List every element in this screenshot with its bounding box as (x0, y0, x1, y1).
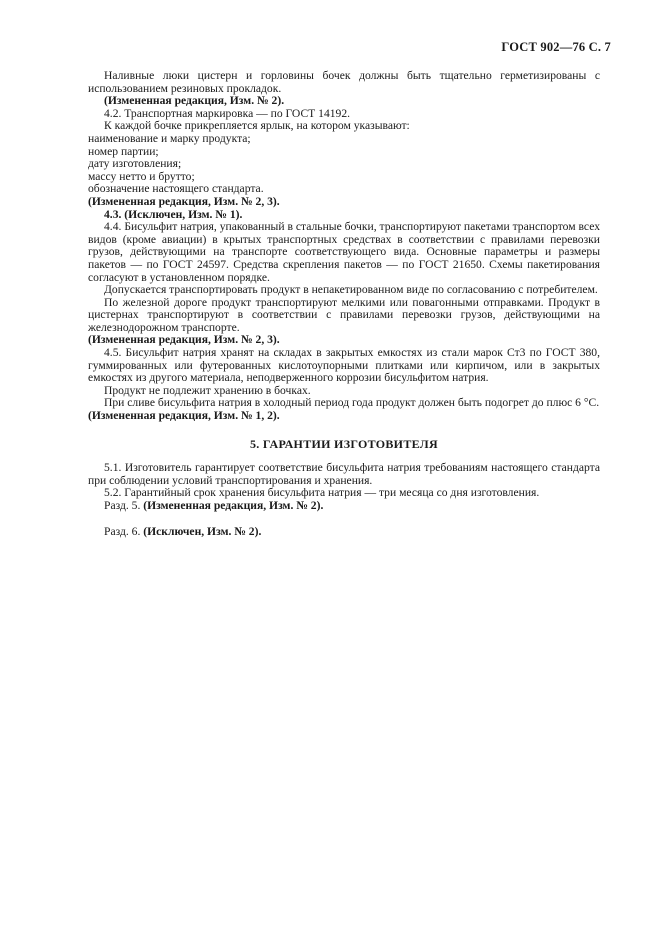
paragraph: 5.2. Гарантийный срок хранения бисульфита натрия — три месяца со дня изготовления. (104, 486, 540, 500)
clause-excluded: 4.3. (Исключен, Изм. № 1). (104, 207, 243, 221)
amendment-note: (Измененная редакция, Изм. № 1, 2). (88, 409, 280, 423)
amendment-line (88, 500, 600, 513)
list-item: наименование и марку продукта; (88, 131, 251, 145)
list-item: массу нетто и брутто; (88, 169, 195, 183)
document-body (88, 70, 600, 538)
paragraph: К каждой бочке прикрепляется ярлык, на котором указывают: (104, 119, 410, 133)
section-title: 5. ГАРАНТИИ ИЗГОТОВИТЕЛЯ (250, 436, 438, 451)
paragraph: Продукт не подлежит хранению в бочках. (104, 383, 311, 397)
list-item: номер партии; (88, 144, 159, 158)
paragraph: 4.4. Бисульфит натрия, упакованный в стальные бочки, транспортируют пакетами транспортом всех видов (кроме авиации) в крытых транспортных средствах в соответствии с правилами перевозки грузов, действующими на транспорте соответствующего вида. Основные параметры и размеры пакетов — по ГОСТ 24597. Средства скрепления пакетов — по ГОСТ 21650. Схемы пакетирования согласуют в установленном порядке. (88, 220, 600, 284)
amendment-note: (Измененная редакция, Изм. № 2, 3). (88, 194, 280, 208)
amendment-note: (Измененная редакция, Изм. № 2). (143, 499, 324, 512)
amendment-prefix: Разд. 6. (104, 524, 141, 538)
amendment-note: (Исключен, Изм. № 2). (143, 524, 262, 538)
paragraph: По железной дороге продукт транспортируют мелкими или повагонными отправками. Продукт в цистернах транспортируют в соответствии с правилами перевозки грузов, действующими на железнодорожном транспорте. (88, 295, 600, 334)
paragraph: 4.5. Бисульфит натрия хранят на складах в закрытых емкостях из стали марок Ст3 по ГОСТ 380, гуммированных или футерованных кислотоупорными плитками или кирпичом, или в закрытых емкостях из другого материала, неподверженного коррозии бисульфитом натрия. (88, 346, 600, 385)
paragraph: Допускается транспортировать продукт в непакетированном виде по согласованию с потребителем. (104, 283, 598, 297)
list-item: дату изготовления; (88, 157, 182, 171)
paragraph: 4.2. Транспортная маркировка — по ГОСТ 14192. (104, 106, 351, 120)
page-header: ГОСТ 902—76 С. 7 (501, 40, 611, 54)
list-item: обозначение настоящего стандарта. (88, 182, 264, 196)
amendment-note: (Измененная редакция, Изм. № 2, 3). (88, 333, 280, 347)
amendment-note: (Измененная редакция, Изм. № 2). (104, 94, 285, 108)
amendment-line (88, 526, 600, 539)
amendment-prefix: Разд. 5. (104, 499, 141, 512)
paragraph: 5.1. Изготовитель гарантирует соответствие бисульфита натрия требованиям настоящего стандарта при соблюдении условий транспортирования и хранения. (88, 461, 600, 487)
paragraph: При сливе бисульфита натрия в холодный период года продукт должен быть подогрет до плюс 6 °С. (104, 396, 600, 410)
paragraph: Наливные люки цистерн и горловины бочек должны быть тщательно герметизированы с использованием резиновых прокладок. (88, 69, 600, 95)
